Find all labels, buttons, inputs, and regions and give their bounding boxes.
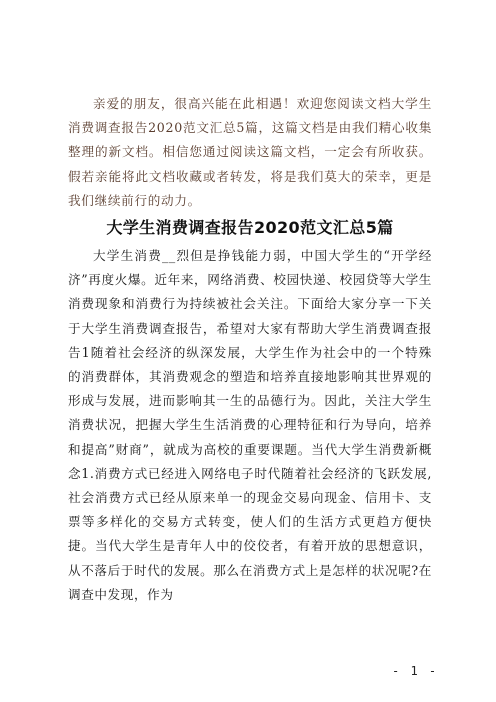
document-title: 大学生消费调查报告2020范文汇总5篇 <box>106 218 394 237</box>
page-number: - 1 - <box>392 664 439 678</box>
intro-paragraph: 亲爱的朋友，很高兴能在此相遇！欢迎您阅读文档大学生消费调查报告2020范文汇总5篇，这篇文档是由我们精心收集整理的新文档。相信您通过阅读这篇文档，一定会有所收获。假若亲能将此文档收藏或者转发，将是我们莫大的荣幸，更是我们继续前行的动力。 <box>68 96 432 208</box>
body-paragraph: 大学生消费__烈但是挣钱能力弱，中国大学生的“开学经济”再度火爆。近年来，网络消费、校园快递、校园贷等大学生消费现象和消费行为持续被社会关注。下面给大家分享一下关于大学生消费调查报告，希望对大家有帮助大学生消费调查报告1随着社会经济的纵深发展，大学生作为社会中的一个特殊的消费群体，其消费观念的塑造和培养直接地影响其世界观的形成与发展，进而影响其一生的品德行为。因此，关注大学生消费状况，把握大学生生活消费的心理特征和行为导向，培养和提高”财商”，就成为高校的重要课题。当代大学生消费新概念1.消费方式已经进入网络电子时代随着社会经济的飞跃发展,社会消费方式已经从原来单一的现金交易向现金、信用卡、支票等多样化的交易方式转变，使人们的生活方式更趋方便快捷。当代大学生是青年人中的佼佼者，有着开放的思想意识，从不落后于时代的发展。那么在消费方式上是怎样的状况呢?在调查中发现，作为 <box>68 248 432 602</box>
